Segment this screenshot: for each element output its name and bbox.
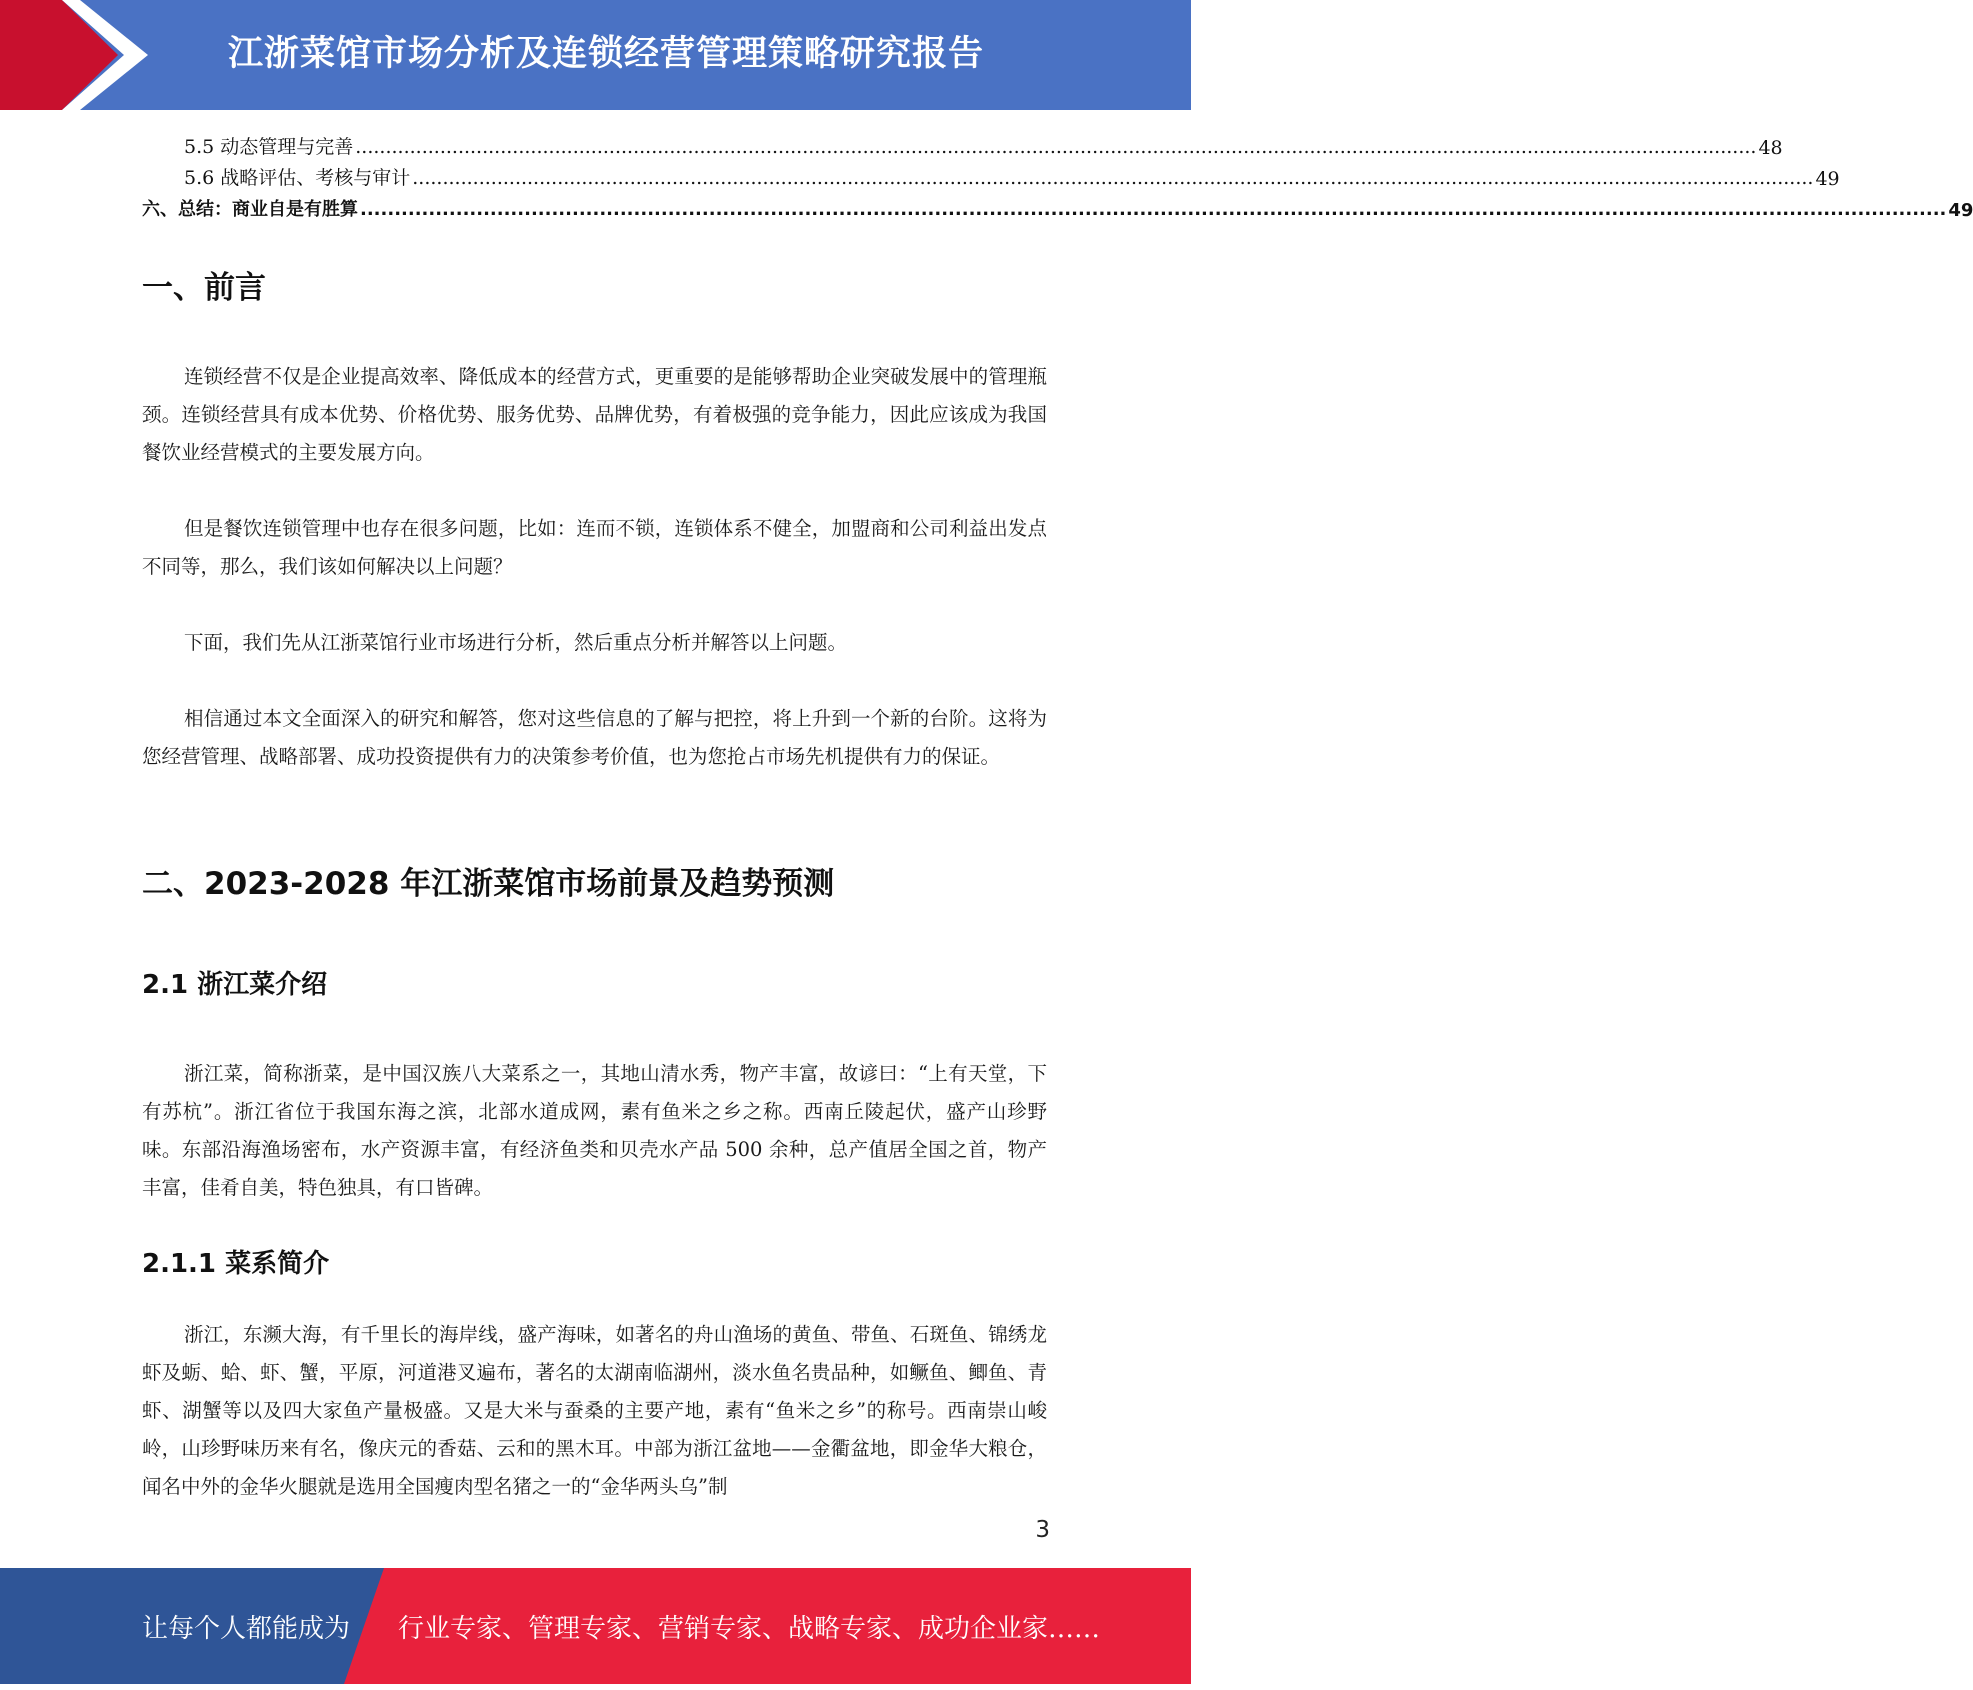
toc-leader-dots: ........................................................................................................................................................................................................................................ — [412, 167, 1814, 189]
subsection-heading: 2.1.1 菜系简介 — [142, 1249, 330, 1279]
toc-entry[interactable] — [142, 159, 1840, 190]
footer-slogan-left: 让每个人都能成为 — [142, 1614, 351, 1644]
red-arrow-decoration — [0, 0, 150, 110]
toc-leader-dots: ........................................................................................................................................................................................................................................ — [360, 199, 1947, 220]
paragraph: 浙江，东濒大海，有千里长的海岸线，盛产海味，如著名的舟山渔场的黄鱼、带鱼、石斑鱼、锦绣龙虾及蛎、蛤、虾、蟹，平原，河道港叉遍布，著名的太湖南临湖州，淡水鱼名贵品种，如鳜鱼、鲫鱼、青虾、湖蟹等以及四大家鱼产量极盛。又是大米与蚕桑的主要产地，素有“鱼米之乡”的称号。西南崇山峻岭，山珍野味历来有名，像庆元的香菇、云和的黑木耳。中部为浙江盆地——金衢盆地，即金华大粮仓，闻名中外的金华火腿就是选用全国瘦肉型名猪之一的“金华两头乌”制 — [142, 1323, 1047, 1498]
page-number: 3 — [1035, 1517, 1050, 1543]
footer-banner — [0, 1568, 1191, 1684]
paragraph: 连锁经营不仅是企业提高效率、降低成本的经营方式，更重要的是能够帮助企业突破发展中的管理瓶颈。连锁经营具有成本优势、价格优势、服务优势、品牌优势，有着极强的竞争能力，因此应该成为我国餐饮业经营模式的主要发展方向。 — [142, 365, 1047, 464]
table-of-contents — [142, 128, 1973, 221]
toc-leader-dots: ........................................................................................................................................................................................................................................ — [355, 136, 1757, 158]
section-heading-preface: 一、前言 — [142, 270, 266, 306]
toc-entry-label: 5.5 动态管理与完善 — [184, 136, 354, 158]
header-banner — [0, 0, 1191, 110]
footer-slogan-right: 行业专家、管理专家、营销专家、战略专家、成功企业家…… — [398, 1614, 1101, 1644]
subsection-heading: 2.1 浙江菜介绍 — [142, 970, 328, 1000]
paragraph: 下面，我们先从江浙菜馆行业市场进行分析，然后重点分析并解答以上问题。 — [184, 631, 848, 654]
section-heading-forecast: 二、2023-2028 年江浙菜馆市场前景及趋势预测 — [142, 866, 835, 902]
paragraph: 相信通过本文全面深入的研究和解答，您对这些信息的了解与把控，将上升到一个新的台阶。这将为您经营管理、战略部署、成功投资提供有力的决策参考价值，也为您抢占市场先机提供有力的保证。 — [142, 707, 1047, 768]
toc-entry-label: 六、总结：商业自是有胜算 — [142, 199, 358, 220]
toc-entry-page: 48 — [1758, 137, 1783, 159]
toc-entry[interactable] — [142, 190, 1973, 221]
report-title: 江浙菜馆市场分析及连锁经营管理策略研究报告 — [228, 34, 985, 74]
toc-entry-page: 49 — [1948, 200, 1973, 221]
paragraph: 浙江菜，简称浙菜，是中国汉族八大菜系之一，其地山清水秀，物产丰富，故谚曰：“上有天堂，下有苏杭”。浙江省位于我国东海之滨，北部水道成网，素有鱼米之乡之称。西南丘陵起伏，盛产山珍野味。东部沿海渔场密布，水产资源丰富，有经济鱼类和贝壳水产品 500 余种，总产值居全国之首，物产丰富，佳肴自美，特色独具，有口皆碑。 — [142, 1062, 1047, 1199]
toc-entry-page: 49 — [1815, 168, 1840, 190]
toc-entry-label: 5.6 战略评估、考核与审计 — [184, 167, 411, 189]
toc-entry[interactable] — [142, 128, 1783, 159]
paragraph: 但是餐饮连锁管理中也存在很多问题，比如：连而不锁，连锁体系不健全，加盟商和公司利益出发点不同等，那么，我们该如何解决以上问题？ — [142, 517, 1047, 578]
